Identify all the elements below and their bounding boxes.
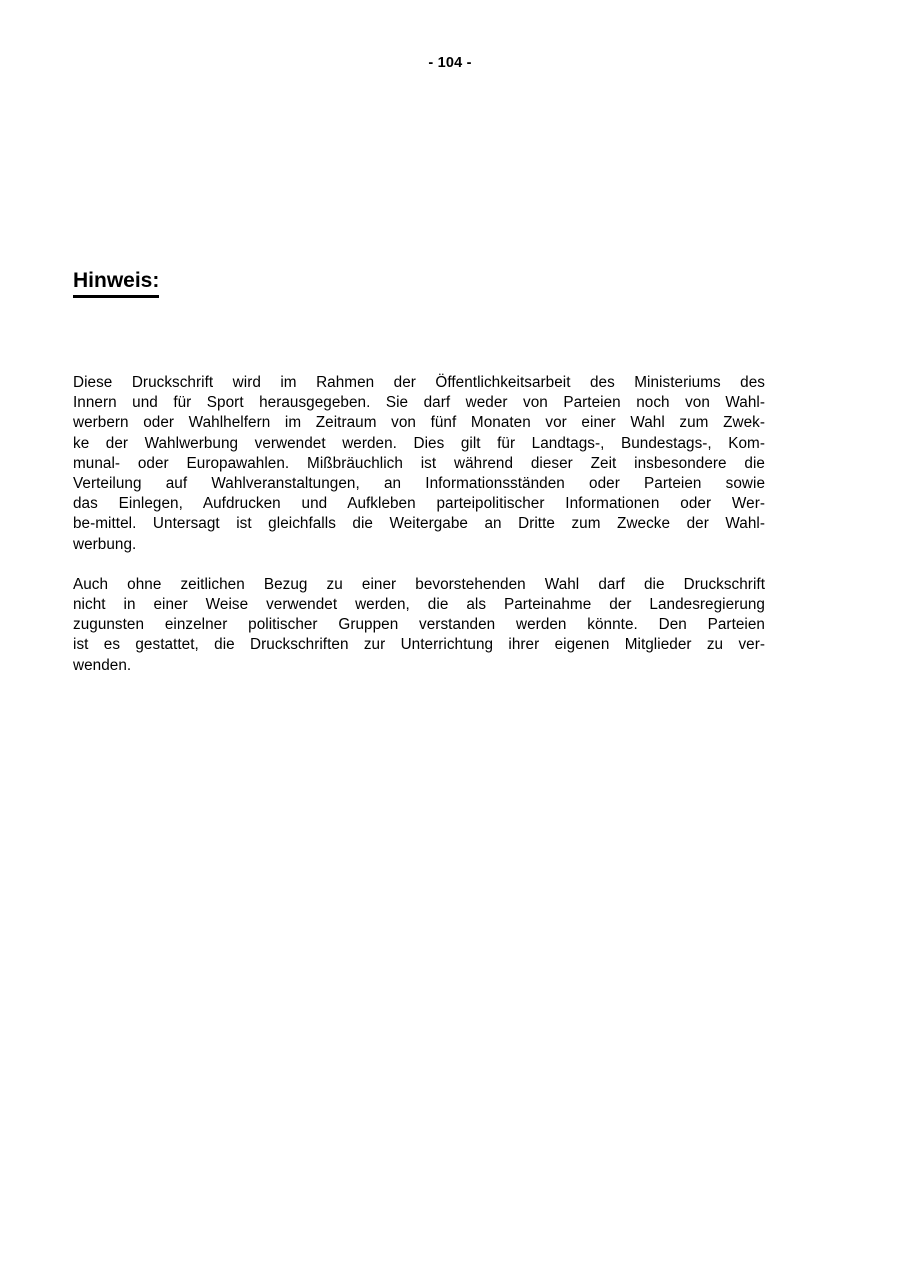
text-line: Auch ohne zeitlichen Bezug zu einer bevorstehenden Wahl darf die Druckschrift — [73, 575, 765, 593]
heading-wrapper — [73, 268, 765, 298]
body-copy — [73, 373, 765, 676]
text-line: werbung. — [73, 535, 137, 553]
text-line: ist es gestattet, die Druckschriften zur Unterrichtung ihrer eigenen Mitglieder zu ver- — [73, 636, 765, 654]
text-line: werbern oder Wahlhelfern im Zeitraum von fünf Monaten vor einer Wahl zum Zwek- — [73, 414, 765, 432]
text-line: zugunsten einzelner politischer Gruppen verstanden werden könnte. Den Parteien — [73, 616, 765, 634]
text-block — [73, 268, 765, 676]
paragraph-disclaimer-party-neutrality — [73, 575, 765, 676]
text-line: ke der Wahlwerbung verwendet werden. Dies gilt für Landtags-, Bundestags-, Kom- — [73, 434, 765, 452]
page-heading: Hinweis: — [73, 268, 159, 298]
text-line: Diese Druckschrift wird im Rahmen der Öffentlichkeitsarbeit des Ministeriums des — [73, 374, 765, 391]
text-line: be-mittel. Untersagt ist gleichfalls die Weitergabe an Dritte zum Zwecke der Wahl- — [73, 515, 765, 533]
text-line: Innern und für Sport herausgegeben. Sie darf weder von Parteien noch von Wahl- — [73, 394, 765, 412]
text-line: wenden. — [73, 656, 132, 674]
paragraph-disclaimer-election-advertising — [73, 373, 765, 555]
text-line: das Einlegen, Aufdrucken und Aufkleben parteipolitischer Informationen oder Wer- — [73, 495, 765, 513]
text-line: munal- oder Europawahlen. Mißbräuchlich ist während dieser Zeit insbesondere die — [73, 454, 765, 472]
page-number: - 104 - — [428, 55, 472, 71]
text-line: nicht in einer Weise verwendet werden, die als Parteinahme der Landesregierung — [73, 596, 765, 614]
text-line: Verteilung auf Wahlveranstaltungen, an Informationsständen oder Parteien sowie — [73, 475, 765, 493]
